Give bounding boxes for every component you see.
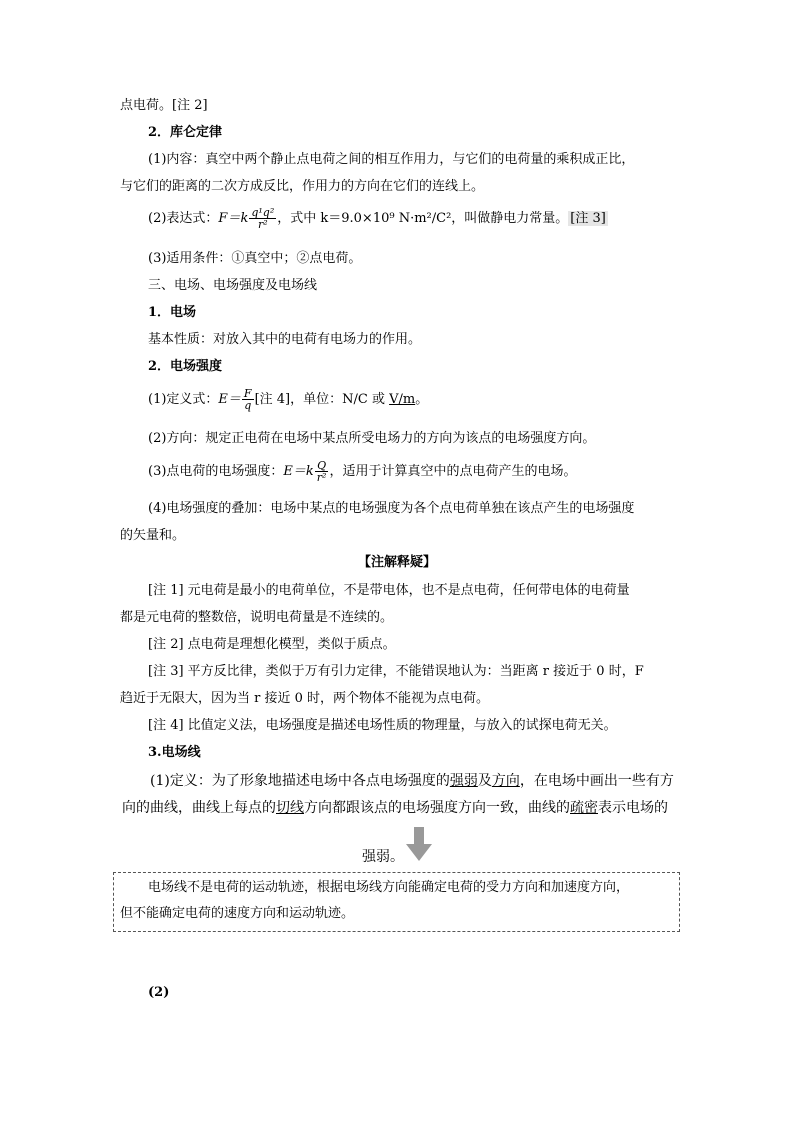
note-text: 趋近于无限大，因为当 r 接近 0 时，两个物体不能视为点电荷。 <box>120 691 490 706</box>
notes-title: 【注解释疑】 <box>357 555 436 570</box>
definition-line <box>150 772 674 790</box>
formula-line <box>148 207 608 230</box>
text-line: 与它们的距离的二次方成反比，作用力的方向在它们的连线上。 <box>120 179 485 194</box>
fraction-numerator: F <box>243 387 252 400</box>
underlined-term: 切线 <box>276 800 304 816</box>
down-arrow-icon <box>406 827 432 861</box>
formula-line <box>148 388 428 411</box>
underlined-term: 强弱 <box>449 773 478 789</box>
formula-line <box>148 460 576 483</box>
section-heading: 1．电场 <box>148 305 197 320</box>
definition-line: 强弱。 <box>362 849 404 865</box>
text-line: (3)适用条件：①真空中；②点电荷。 <box>148 251 362 266</box>
text-line: 点电荷。[注 2] <box>120 98 208 113</box>
section-heading: 2．库仑定律 <box>148 125 223 140</box>
text-line: 基本性质：对放入其中的电荷有电场力的作用。 <box>148 332 422 347</box>
formula-var: F <box>218 211 228 226</box>
text-span: (1)定义式： <box>148 392 219 407</box>
text-line: (4)电场强度的叠加：电场中某点的电场强度为各个点电荷单独在该点产生的电场强度 <box>148 501 635 516</box>
text-span: 表示电场的 <box>598 800 668 816</box>
note-text: 都是元电荷的整数倍，说明电荷量是不连续的。 <box>120 610 394 625</box>
text-line: (1)内容：真空中两个静止点电荷之间的相互作用力，与它们的电荷量的乘积成正比， <box>148 152 635 167</box>
fraction-numerator: Q <box>315 460 329 472</box>
text-span: (3)点电荷的电场强度： <box>148 464 284 479</box>
note-tag: [注 3] <box>570 211 606 226</box>
definition-line <box>122 799 668 817</box>
fraction-denominator: r² <box>316 471 327 484</box>
formula-text: E＝ <box>218 392 241 407</box>
callout-text: 电场线不是电荷的运动轨迹，根据电场线方向能确定电荷的受力方向和加速度方向， <box>148 880 630 895</box>
text-span: (2)表达式： <box>148 211 219 226</box>
fraction <box>315 460 329 483</box>
section-heading: 2．电场强度 <box>148 359 223 374</box>
text-span: ，适用于计算真空中的点电荷产生的电场。 <box>329 464 577 479</box>
underlined-term: 疏密 <box>570 800 598 816</box>
text-span: 方向都跟该点的电场强度方向一致，曲线的 <box>304 800 570 816</box>
formula-text: E＝k <box>283 464 314 479</box>
fraction <box>242 388 254 411</box>
formula-text: ＝k <box>227 211 249 226</box>
note-text: [注 2] 点电荷是理想化模型，类似于质点。 <box>148 637 396 652</box>
text-span: [注 4]，单位：N/C 或 <box>254 392 390 407</box>
section-heading: 三、电场、电场强度及电场线 <box>148 278 318 293</box>
note-text: [注 1] 元电荷是最小的电荷单位，不是带电体，也不是点电荷，任何带电体的电荷量 <box>148 583 630 598</box>
fraction-denominator: q <box>244 399 252 412</box>
note-text: [注 3] 平方反比律，类似于万有引力定律，不能错误地认为：当距离 r 接近于 0 时，F <box>148 664 644 679</box>
note-text: [注 4] 比值定义法，电场强度是描述电场性质的物理量，与放入的试探电荷无关。 <box>148 718 617 733</box>
fraction <box>249 207 276 230</box>
section-heading: 3.电场线 <box>148 745 201 760</box>
text-span: 向的曲线，曲线上每点的 <box>122 800 276 816</box>
text-span: ，在电场中画出一些有方 <box>519 773 674 789</box>
underlined-term: 方向 <box>491 773 520 789</box>
text-span: 及 <box>477 773 492 789</box>
list-marker: (2) <box>148 985 170 1000</box>
unit-text: V/m <box>389 392 416 407</box>
text-line: 的矢量和。 <box>120 528 186 543</box>
text-span: (1)定义：为了形象地描述电场中各点电场强度的 <box>150 773 450 789</box>
text-line: (2)方向：规定正电荷在电场中某点所受电场力的方向为该点的电场强度方向。 <box>148 431 596 446</box>
fraction-numerator: q¹q² <box>251 206 275 219</box>
text-span: ，式中 k＝9.0×10⁹ N·m²/C²，叫做静电力常量。 <box>277 211 569 226</box>
fraction-denominator: r² <box>257 218 268 231</box>
text-span: 。 <box>415 392 429 407</box>
callout-text: 但不能确定电荷的速度方向和运动轨迹。 <box>120 906 355 921</box>
